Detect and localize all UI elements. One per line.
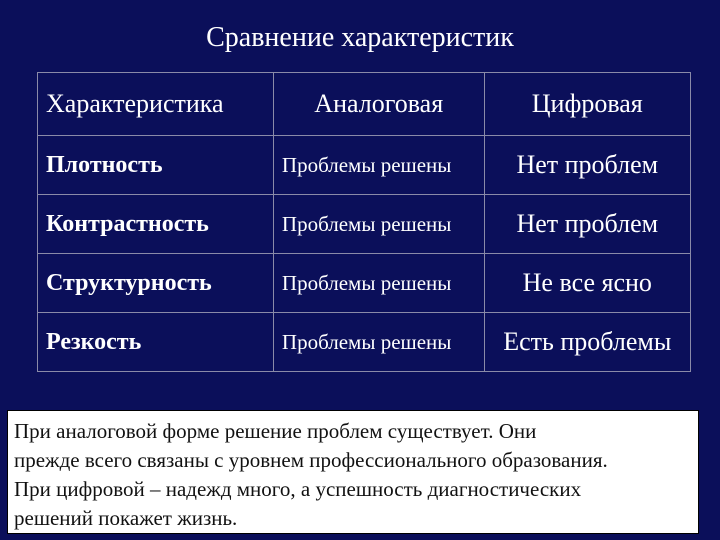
analog-value: Проблемы решены	[273, 254, 484, 313]
row-name: Структурность	[38, 254, 274, 313]
note-box	[7, 410, 699, 534]
analog-value: Проблемы решены	[273, 313, 484, 372]
digital-value: Есть проблемы	[484, 313, 690, 372]
header-analog: Аналоговая	[273, 73, 484, 136]
table-row	[38, 136, 691, 195]
header-digital: Цифровая	[484, 73, 690, 136]
table-row	[38, 195, 691, 254]
note-line: решений покажет жизнь.	[14, 506, 238, 530]
note-line: При аналоговой форме решение проблем существует. Они	[14, 419, 537, 443]
analog-value: Проблемы решены	[273, 195, 484, 254]
row-name: Контрастность	[38, 195, 274, 254]
table-header-row	[38, 73, 691, 136]
analog-value: Проблемы решены	[273, 136, 484, 195]
comparison-table	[37, 72, 691, 372]
row-name: Плотность	[38, 136, 274, 195]
row-name: Резкость	[38, 313, 274, 372]
header-characteristic: Характеристика	[38, 73, 274, 136]
note-line: При цифровой – надежд много, а успешность диагностических	[14, 477, 582, 501]
table-row	[38, 313, 691, 372]
digital-value: Нет проблем	[484, 136, 690, 195]
slide-title: Сравнение характеристик	[206, 22, 514, 53]
digital-value: Нет проблем	[484, 195, 690, 254]
table-row	[38, 254, 691, 313]
digital-value: Не все ясно	[484, 254, 690, 313]
note-line: прежде всего связаны с уровнем профессионального образования.	[14, 448, 608, 472]
